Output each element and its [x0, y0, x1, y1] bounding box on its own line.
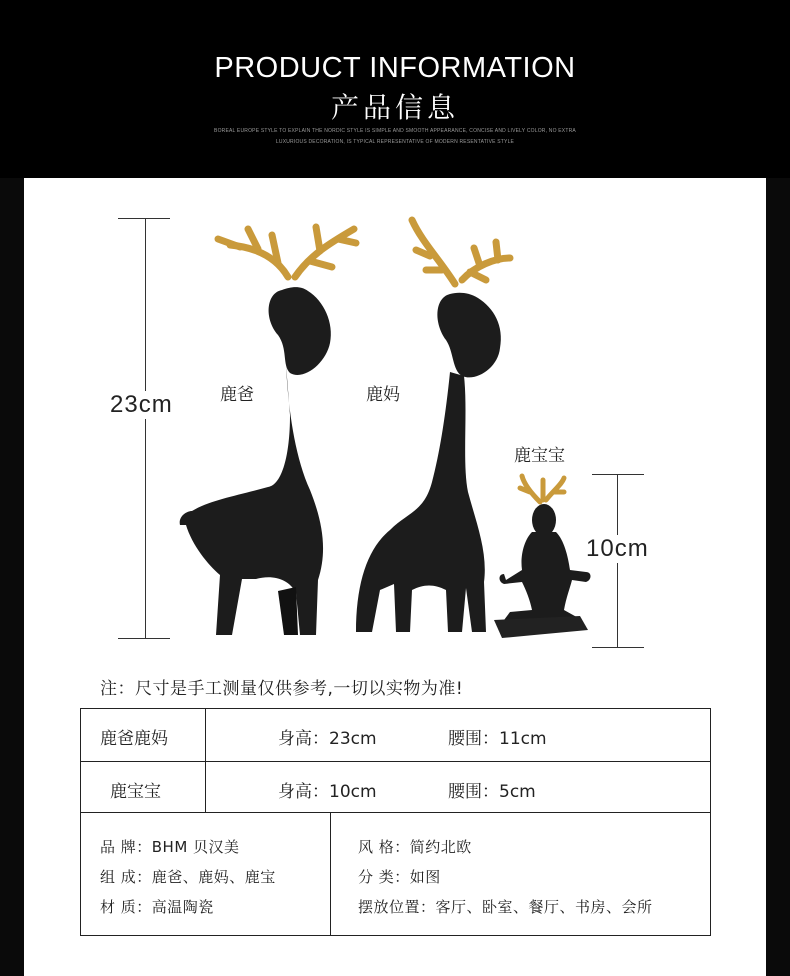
spec-style: 风 格：简约北欧 — [358, 838, 472, 856]
spec-composition: 组 成：鹿爸、鹿妈、鹿宝 — [100, 868, 276, 886]
height-tick-bottom-large — [118, 638, 170, 639]
size-row-height: 身高：23cm — [278, 729, 377, 749]
label-father-deer: 鹿爸 — [220, 385, 254, 405]
height-tick-bottom-small — [592, 647, 644, 648]
title-chinese: 产品信息 — [330, 91, 459, 124]
title-english: PRODUCT INFORMATION — [214, 52, 576, 84]
label-mother-deer: 鹿妈 — [366, 385, 400, 405]
father-deer-figurine — [170, 215, 370, 645]
label-baby-deer: 鹿宝宝 — [514, 446, 565, 466]
tagline-line-2: LUXURIOUS DECORATION, IS TYPICAL REPRESENTATIVE OF MODERN RESENTATIVE STYLE — [275, 139, 515, 145]
size-row-name: 鹿宝宝 — [110, 782, 161, 802]
tagline-line-1: BOREAL EUROPE STYLE TO EXPLAIN THE NORDIC STYLE IS SIMPLE AND SMOOTH APPEARANCE, CONCISE AND LIVELY COLOR, NO EXTRA — [214, 128, 576, 134]
spec-table-col-divider — [330, 813, 331, 936]
spec-material: 材 质：高温陶瓷 — [100, 898, 214, 916]
spec-brand: 品 牌：BHM 贝汉美 — [100, 838, 240, 856]
height-tick-top-large — [118, 218, 170, 219]
size-row-waist: 腰围：11cm — [448, 729, 547, 749]
size-table-col-divider — [205, 708, 206, 813]
size-table-row-divider — [80, 761, 711, 762]
baby-deer-figurine — [490, 470, 610, 645]
height-label-small: 10cm — [586, 535, 649, 562]
spec-category: 分 类：如图 — [358, 868, 441, 886]
size-row-height: 身高：10cm — [278, 782, 377, 802]
height-label-large: 23cm — [110, 391, 173, 418]
size-row-name: 鹿爸鹿妈 — [100, 729, 168, 749]
height-line-large — [145, 218, 146, 639]
spec-placement: 摆放位置：客厅、卧室、餐厅、书房、会所 — [358, 898, 653, 916]
header-banner — [0, 0, 790, 178]
size-row-waist: 腰围：5cm — [448, 782, 536, 802]
measurement-note: 注：尺寸是手工测量仅供参考,一切以实物为准! — [100, 679, 464, 699]
